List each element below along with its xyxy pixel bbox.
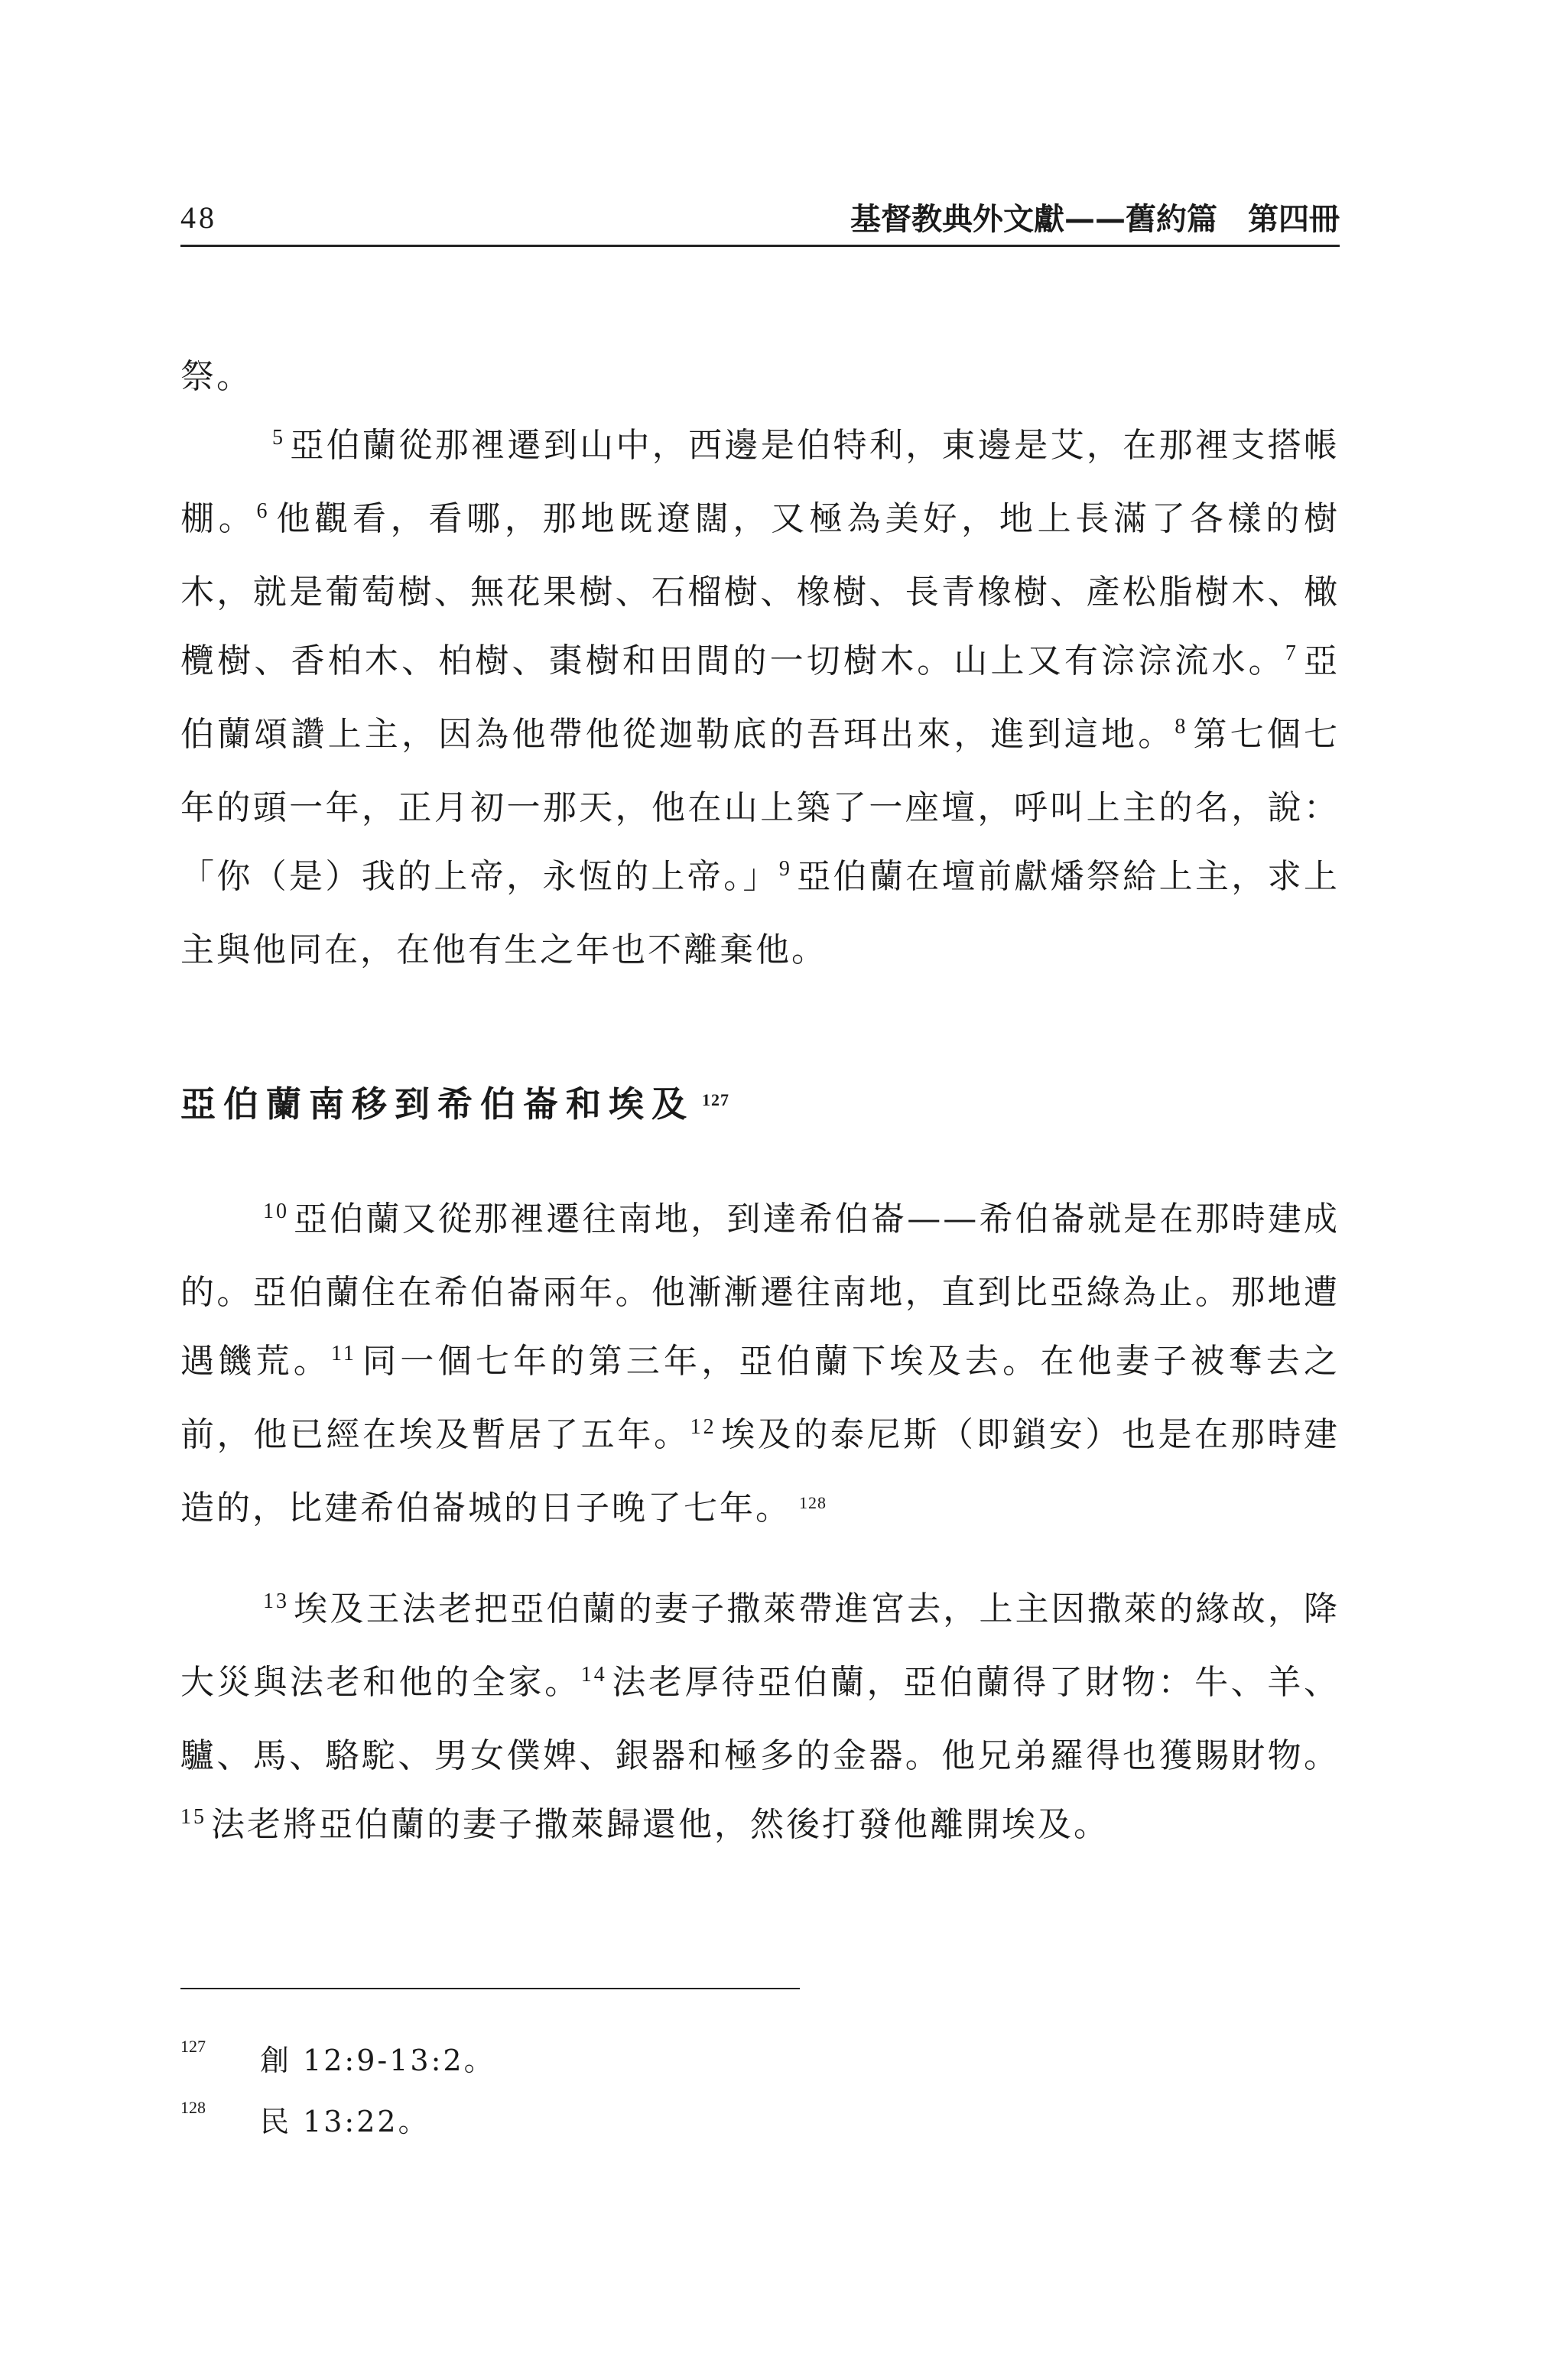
paragraph-continuation: 祭。 [180,357,252,396]
verse-number: 13 [263,1589,289,1613]
verse-text: 亞伯蘭頌讚上主，因為他帶他從迦勒底的吾珥出來，進到這地。 [180,641,1340,754]
verse-text: 亞伯蘭又從那裡遷往南地，到達希伯崙——希伯崙就是在那時建成的。亞伯蘭住在希伯崙兩年。他漸漸遷往南地，直到比亞綠為止。那地遭遇饑荒。 [180,1200,1340,1381]
volume-label: 第四冊 [1248,202,1340,237]
footnote-number: 127 [180,2037,206,2056]
page-header [180,195,1340,241]
verse-number: 9 [778,857,792,881]
verse-number: 15 [180,1805,206,1829]
verse-text: 埃及王法老把亞伯蘭的妻子撒萊帶進宮去，上主因撒萊的緣故，降大災與法老和他的全家。 [180,1589,1340,1702]
footnote-text: 創 12:9-13:2。 [260,2044,495,2077]
verse-number: 11 [330,1342,356,1365]
verse-text: 法老將亞伯蘭的妻子撒萊歸還他，然後打發他離開埃及。 [211,1805,1110,1844]
verse-number: 10 [263,1200,289,1223]
verse-number: 8 [1174,715,1188,739]
section-heading-text: 亞伯蘭南移到希伯崙和埃及 [180,1083,694,1125]
paragraph-verses-5-9 [180,411,1340,985]
footnote-number: 128 [180,2098,206,2117]
verse-text: 亞伯蘭在壇前獻燔祭給上主，求上主與他同在，在他有生之年也不離棄他。 [180,857,1340,969]
header-rule [180,245,1340,247]
footnote-128 [180,2098,869,2136]
footnote-127 [180,2037,869,2075]
verse-text: 第七個七年的頭一年，正月初一那天，他在山上築了一座壇，呼叫上主的名，說：「你（是）我的上帝，永恆的上帝。」 [180,715,1340,896]
verse-text: 埃及的泰尼斯（即鎖安）也是在那時建造的，比建希伯崙城的日子晚了七年。 [180,1415,1340,1528]
book-title: 基督教典外文獻——舊約篇 [850,202,1217,237]
verse-text: 法老厚待亞伯蘭，亞伯蘭得了財物：牛、羊、驢、馬、駱駝、男女僕婢、銀器和極多的金器。他兄弟羅得也獲賜財物。 [180,1663,1340,1775]
verse-text: 同一個七年的第三年，亞伯蘭下埃及去。在他妻子被奪去之前，他已經在埃及暫居了五年。 [180,1342,1340,1454]
footnote-ref-127[interactable]: 127 [702,1090,729,1109]
page-number: 48 [180,200,217,235]
paragraph-verses-13-15 [180,1575,1340,1864]
verse-text: 亞伯蘭從那裡遷到山中，西邊是伯特利，東邊是艾，在那裡支搭帳棚。 [180,426,1340,538]
verse-text: 他觀看，看哪，那地既遼闊，又極為美好，地上長滿了各樣的樹木，就是葡萄樹、無花果樹、石榴樹、橡樹、長青橡樹、產松脂樹木、橄欖樹、香柏木、柏樹、棗樹和田間的一切樹木。山上又有淙淙流水。 [180,499,1340,680]
section-heading [180,1076,729,1127]
footnote-text: 民 13:22。 [260,2105,430,2138]
verse-number: 14 [580,1663,607,1687]
footnote-rule [180,1988,800,1989]
verse-number: 6 [256,499,270,523]
verse-number: 5 [272,426,285,450]
footnote-ref-128[interactable]: 128 [799,1493,827,1512]
verse-number: 7 [1285,641,1298,665]
verse-number: 12 [690,1415,716,1439]
running-title [850,195,1340,239]
paragraph-verses-10-12 [180,1185,1340,1548]
